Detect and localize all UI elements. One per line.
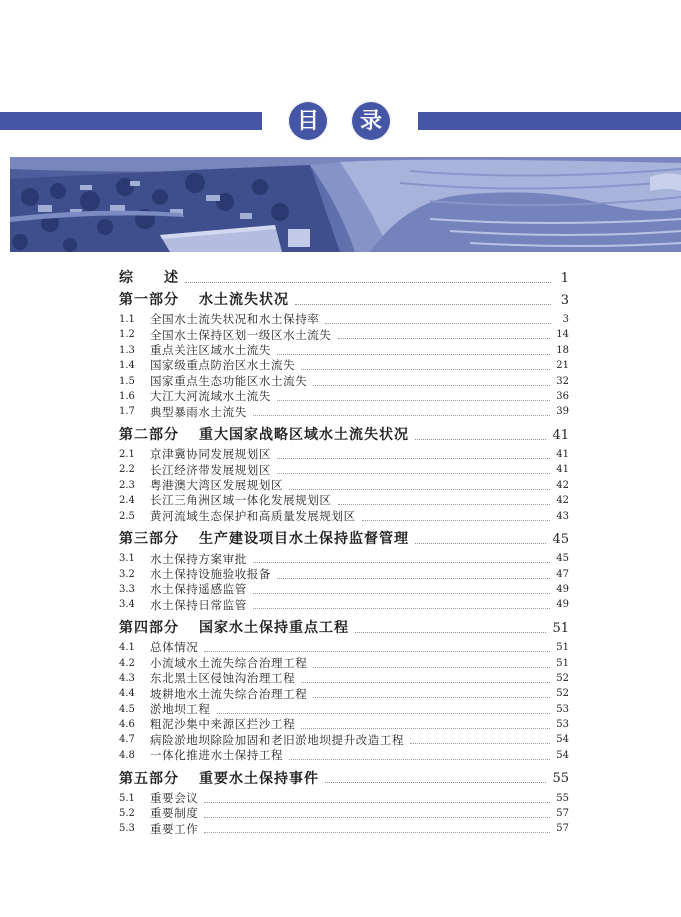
overview-page-number: 1 — [560, 270, 569, 286]
entry-number: 1.5 — [119, 375, 135, 387]
entry-title: 淤地坝工程 — [150, 701, 211, 716]
entry-number: 1.7 — [119, 406, 135, 418]
toc-entry[interactable] — [119, 343, 569, 358]
entry-number: 2.3 — [119, 479, 135, 491]
entry-title: 坡耕地水土流失综合治理工程 — [150, 686, 308, 701]
dot-leader — [289, 489, 550, 490]
entry-number: 3.4 — [119, 599, 135, 611]
toc-entry[interactable] — [119, 702, 569, 717]
entry-page-number: 41 — [556, 464, 569, 476]
toc-entry[interactable] — [119, 478, 569, 493]
dot-leader — [295, 304, 551, 305]
title-char-mu: 目 — [288, 101, 328, 141]
entry-page-number: 52 — [556, 688, 569, 700]
part-page-number: 3 — [560, 292, 569, 308]
entry-number: 2.1 — [119, 449, 135, 461]
entry-number: 1.3 — [119, 344, 135, 356]
dot-leader — [415, 543, 546, 544]
entry-title: 国家级重点防治区水土流失 — [150, 358, 296, 373]
entry-title: 一体化推进水土保持工程 — [150, 748, 284, 763]
entry-title: 全国水土保持区划一级区水土流失 — [150, 327, 332, 342]
entry-title: 总体情况 — [150, 640, 199, 655]
entry-page-number: 45 — [556, 553, 569, 565]
dot-leader — [338, 504, 551, 505]
entry-page-number: 54 — [556, 734, 569, 746]
entry-title: 重要会议 — [150, 790, 199, 805]
toc-entry[interactable] — [119, 567, 569, 582]
part-heading[interactable] — [119, 290, 569, 310]
toc-entry[interactable] — [119, 328, 569, 343]
entry-page-number: 39 — [556, 406, 569, 418]
entry-number: 1.1 — [119, 313, 135, 325]
toc-entry[interactable] — [119, 582, 569, 597]
entry-number: 2.2 — [119, 464, 135, 476]
entry-number: 4.6 — [119, 719, 135, 731]
part-page-number: 51 — [552, 620, 569, 636]
toc-overview-entry[interactable] — [119, 268, 569, 288]
entry-title: 长江经济带发展规划区 — [150, 462, 271, 477]
entry-page-number: 43 — [556, 510, 569, 522]
toc-entry[interactable] — [119, 598, 569, 613]
part-page-number: 45 — [552, 531, 569, 547]
toc-entry[interactable] — [119, 389, 569, 404]
part-page-number: 55 — [552, 771, 569, 787]
dot-leader — [253, 593, 550, 594]
entry-number: 4.8 — [119, 749, 135, 761]
toc-entry[interactable] — [119, 640, 569, 655]
entry-page-number: 49 — [556, 584, 569, 596]
part-heading[interactable] — [119, 618, 569, 638]
entry-page-number: 53 — [556, 703, 569, 715]
entry-number: 1.6 — [119, 390, 135, 402]
entry-title: 重要工作 — [150, 821, 199, 836]
entry-page-number: 21 — [556, 360, 569, 372]
dot-leader — [217, 713, 551, 714]
entry-page-number: 53 — [556, 719, 569, 731]
part-page-number: 41 — [552, 427, 569, 443]
dot-leader — [277, 578, 550, 579]
dot-leader — [325, 323, 551, 324]
dot-leader — [277, 473, 550, 474]
toc-entry[interactable] — [119, 671, 569, 686]
part-label: 第四部分 — [119, 620, 179, 637]
dot-leader — [277, 458, 550, 459]
table-of-contents — [119, 268, 569, 837]
entry-title: 水土保持日常监管 — [150, 597, 247, 612]
entry-title: 重要制度 — [150, 806, 199, 821]
toc-entry[interactable] — [119, 733, 569, 748]
entry-number: 3.3 — [119, 584, 135, 596]
entry-page-number: 42 — [556, 495, 569, 507]
entry-title: 全国水土流失状况和水土保持率 — [150, 312, 320, 327]
entry-title: 大江大河流域水土流失 — [150, 389, 271, 404]
entry-number: 5.3 — [119, 823, 135, 835]
header-bar-right — [418, 112, 681, 130]
toc-entry[interactable] — [119, 374, 569, 389]
toc-entry[interactable] — [119, 509, 569, 524]
entry-page-number: 42 — [556, 479, 569, 491]
entry-title: 黄河流域生态保护和高质量发展规划区 — [150, 508, 356, 523]
dot-leader — [204, 832, 550, 833]
entry-page-number: 47 — [556, 568, 569, 580]
entry-number: 4.4 — [119, 688, 135, 700]
entry-number: 1.2 — [119, 329, 135, 341]
toc-part-3 — [119, 529, 569, 613]
dot-leader — [277, 400, 550, 401]
toc-part-2 — [119, 425, 569, 524]
entry-number: 2.5 — [119, 510, 135, 522]
entry-title: 典型暴雨水土流失 — [150, 404, 247, 419]
entry-number: 3.2 — [119, 568, 135, 580]
dot-leader — [355, 632, 546, 633]
dot-leader — [204, 802, 550, 803]
entry-number: 4.3 — [119, 672, 135, 684]
header-bar-left — [0, 112, 262, 130]
entry-page-number: 18 — [556, 344, 569, 356]
toc-entry[interactable] — [119, 494, 569, 509]
overview-title: 综 述 — [119, 270, 179, 286]
toc-entry[interactable] — [119, 405, 569, 420]
part-label: 第一部分 — [119, 292, 179, 308]
entry-page-number: 41 — [556, 449, 569, 461]
entry-title: 水土保持方案审批 — [150, 551, 247, 566]
entry-title: 京津冀协同发展规划区 — [150, 447, 271, 462]
dot-leader — [325, 782, 546, 783]
part-label: 第三部分 — [119, 531, 179, 548]
entry-title: 水土保持遥感监管 — [150, 582, 247, 597]
dot-leader — [313, 667, 550, 668]
entry-number: 3.1 — [119, 553, 135, 565]
entry-number: 1.4 — [119, 360, 135, 372]
entry-page-number: 57 — [556, 823, 569, 835]
entry-page-number: 51 — [556, 657, 569, 669]
entry-title: 重点关注区域水土流失 — [150, 343, 271, 358]
entry-title: 水土保持设施验收报备 — [150, 566, 271, 581]
entry-number: 4.5 — [119, 703, 135, 715]
toc-entry[interactable] — [119, 717, 569, 732]
dot-leader — [301, 369, 550, 370]
entry-number: 5.1 — [119, 792, 135, 804]
dot-leader — [253, 562, 550, 563]
toc-entry[interactable] — [119, 358, 569, 373]
entry-number: 4.1 — [119, 642, 135, 654]
toc-entry[interactable] — [119, 312, 569, 327]
toc-entry[interactable] — [119, 447, 569, 462]
entry-page-number: 55 — [556, 792, 569, 804]
entry-page-number: 57 — [556, 807, 569, 819]
entry-page-number: 49 — [556, 599, 569, 611]
entry-page-number: 32 — [556, 375, 569, 387]
toc-part-5 — [119, 769, 569, 837]
dot-leader — [415, 439, 546, 440]
entry-number: 4.7 — [119, 734, 135, 746]
entry-number: 4.2 — [119, 657, 135, 669]
entry-page-number: 52 — [556, 672, 569, 684]
entry-title: 粤港澳大湾区发展规划区 — [150, 478, 284, 493]
part-title: 国家水土保持重点工程 — [199, 620, 349, 637]
landscape-photo — [10, 157, 681, 252]
dot-leader — [204, 651, 550, 652]
dot-leader — [253, 415, 550, 416]
dot-leader — [313, 697, 550, 698]
entry-number: 2.4 — [119, 495, 135, 507]
dot-leader — [313, 385, 550, 386]
part-heading[interactable] — [119, 529, 569, 549]
entry-title: 国家重点生态功能区水土流失 — [150, 373, 308, 388]
part-title: 重大国家战略区域水土流失状况 — [199, 427, 409, 444]
toc-entry[interactable] — [119, 687, 569, 702]
entry-title: 病险淤地坝除险加固和老旧淤地坝提升改造工程 — [150, 732, 405, 747]
toc-entry[interactable] — [119, 791, 569, 806]
entry-page-number: 3 — [562, 313, 569, 325]
dot-leader — [362, 520, 551, 521]
title-char-lu: 录 — [351, 101, 391, 141]
dot-leader — [277, 354, 550, 355]
dot-leader — [253, 608, 550, 609]
entry-title: 长江三角洲区域一体化发展规划区 — [150, 493, 332, 508]
part-heading[interactable] — [119, 769, 569, 789]
entry-page-number: 14 — [556, 329, 569, 341]
entry-page-number: 54 — [556, 749, 569, 761]
part-label: 第五部分 — [119, 770, 179, 787]
dot-leader — [410, 743, 550, 744]
toc-entry[interactable] — [119, 806, 569, 821]
toc-part-1 — [119, 290, 569, 420]
part-heading[interactable] — [119, 425, 569, 445]
dot-leader — [301, 728, 550, 729]
dot-leader — [338, 338, 551, 339]
part-label: 第二部分 — [119, 427, 179, 444]
toc-entry[interactable] — [119, 463, 569, 478]
entry-title: 东北黑土区侵蚀沟治理工程 — [150, 671, 296, 686]
part-title: 重要水土保持事件 — [199, 770, 319, 787]
dot-leader — [301, 682, 550, 683]
toc-entry[interactable] — [119, 748, 569, 763]
toc-part-4 — [119, 618, 569, 763]
toc-entry[interactable] — [119, 656, 569, 671]
dot-leader — [289, 759, 550, 760]
part-title: 生产建设项目水土保持监督管理 — [199, 531, 409, 548]
toc-entry[interactable] — [119, 552, 569, 567]
entry-page-number: 36 — [556, 390, 569, 402]
part-title: 水土流失状况 — [199, 292, 289, 308]
toc-entry[interactable] — [119, 822, 569, 837]
entry-number: 5.2 — [119, 807, 135, 819]
dot-leader — [204, 817, 550, 818]
dot-leader — [185, 282, 551, 283]
entry-page-number: 51 — [556, 642, 569, 654]
entry-title: 粗泥沙集中来源区拦沙工程 — [150, 717, 296, 732]
entry-title: 小流域水土流失综合治理工程 — [150, 655, 308, 670]
